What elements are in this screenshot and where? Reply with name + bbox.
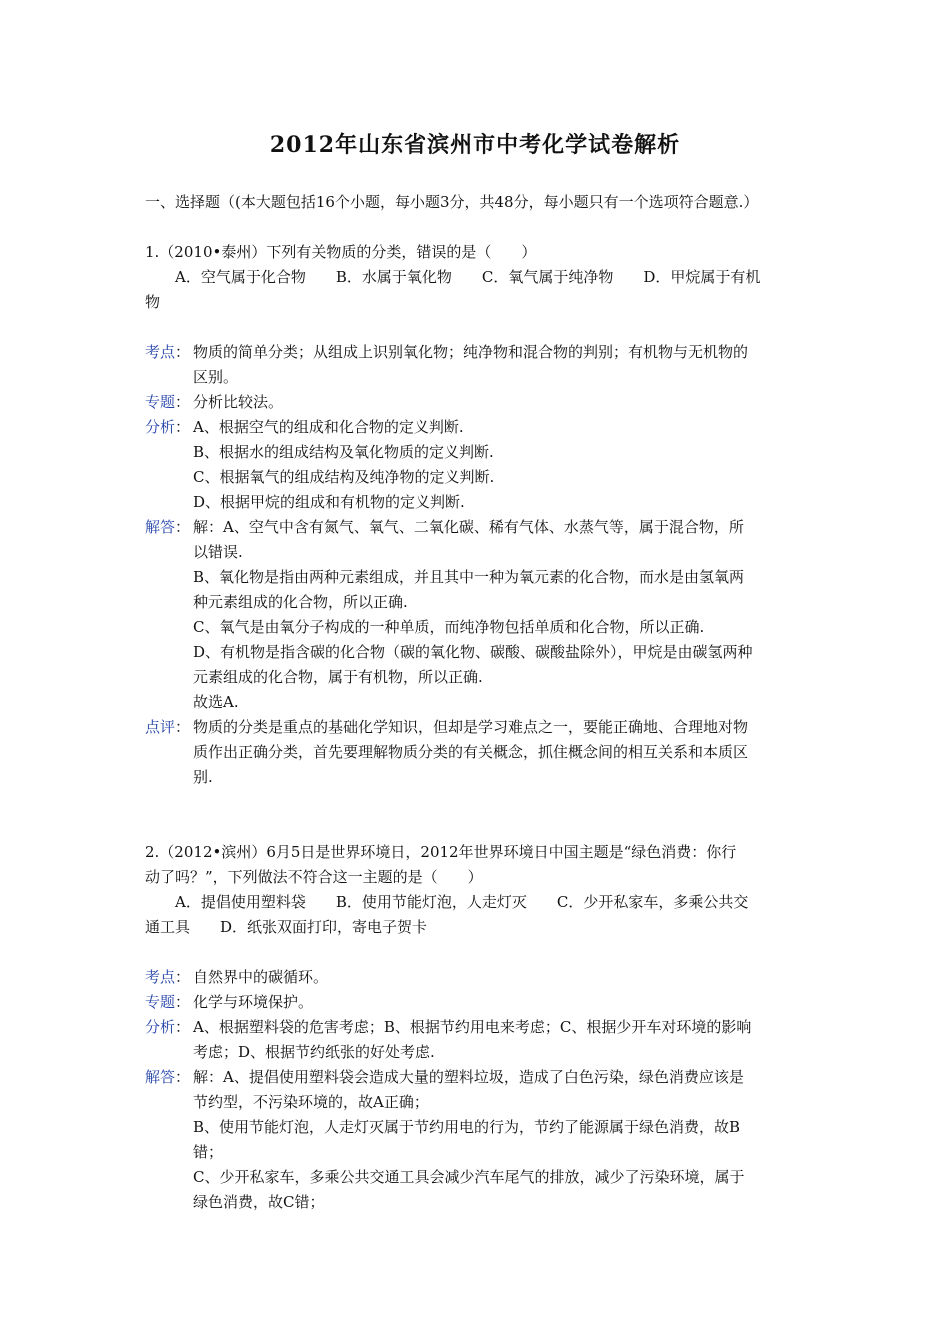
question-1-options-cont: 物	[145, 293, 161, 311]
dianping-line: 质作出正确分类，首先要理解物质分类的有关概念，抓住概念间的相互关系和本质区	[193, 743, 749, 761]
q1-kaodian	[145, 340, 807, 390]
jieda-line: C、氧气是由氧分子构成的一种单质，而纯净物包括单质和化合物，所以正确.	[193, 618, 705, 636]
jieda-line: C、少开私家车，多乘公共交通工具会减少汽车尾气的排放，减少了污染环境，属于	[193, 1168, 745, 1186]
fenxi-line: C、根据氧气的组成结构及纯净物的定义判断.	[193, 468, 495, 486]
zhuanti-line: 化学与环境保护。	[193, 993, 314, 1011]
jieda-line: 种元素组成的化合物，所以正确.	[193, 593, 408, 611]
jieda-label: 解答：	[145, 518, 191, 536]
jieda-line: 错；	[193, 1143, 224, 1161]
q2-kaodian	[145, 965, 807, 990]
kaodian-line: 物质的简单分类；从组成上识别氧化物；纯净物和混合物的判别；有机物与无机物的	[193, 343, 749, 361]
question-2-options-cont: 通工具 D．纸张双面打印，寄电子贺卡	[145, 918, 428, 936]
zhuanti-line: 分析比较法。	[193, 393, 284, 411]
jieda-line: B、氧化物是指由两种元素组成，并且其中一种为氧元素的化合物，而水是由氢氧两	[193, 568, 745, 586]
kaodian-label: 考点：	[145, 343, 191, 361]
q2-zhuanti	[145, 990, 807, 1015]
jieda-line: 以错误.	[193, 543, 243, 561]
fenxi-line: 考虑；D、根据节约纸张的好处考虑.	[193, 1043, 435, 1061]
jieda-line: 故选A.	[193, 693, 239, 711]
jieda-line: 绿色消费，故C错；	[193, 1193, 325, 1211]
question-2-options: A．提倡使用塑料袋 B．使用节能灯泡，人走灯灭 C．少开私家车，多乘公共交	[175, 893, 749, 911]
q1-dianping	[145, 715, 807, 790]
question-1-options: A．空气属于化合物 B．水属于氧化物 C．氧气属于纯净物 D．甲烷属于有机	[175, 268, 761, 286]
jieda-line: 解：A、提倡使用塑料袋会造成大量的塑料垃圾，造成了白色污染，绿色消费应该是	[193, 1068, 744, 1086]
q2-fenxi	[145, 1015, 807, 1065]
fenxi-line: D、根据甲烷的组成和有机物的定义判断.	[193, 493, 465, 511]
jieda-line: 元素组成的化合物，属于有机物，所以正确.	[193, 668, 483, 686]
kaodian-line: 区别。	[193, 368, 239, 386]
jieda-line: 节约型，不污染环境的，故A正确；	[193, 1093, 429, 1111]
jieda-label: 解答：	[145, 1068, 191, 1086]
jieda-line: 解：A、空气中含有氮气、氧气、二氧化碳、稀有气体、水蒸气等，属于混合物，所	[193, 518, 744, 536]
fenxi-line: A、根据塑料袋的危害考虑；B、根据节约用电来考虑；C、根据少开车对环境的影响	[193, 1018, 752, 1036]
jieda-line: D、有机物是指含碳的化合物（碳的氧化物、碳酸、碳酸盐除外），甲烷是由碳氢两种	[193, 643, 753, 661]
zhuanti-label: 专题：	[145, 393, 191, 411]
dianping-line: 别.	[193, 768, 213, 786]
kaodian-label: 考点：	[145, 968, 191, 986]
kaodian-line: 自然界中的碳循环。	[193, 968, 329, 986]
section-header: 一、选择题（(本大题包括16个小题，每小题3分，共48分，每小题只有一个选项符合题意.）	[145, 193, 759, 211]
fenxi-line: B、根据水的组成结构及氧化物质的定义判断.	[193, 443, 494, 461]
q1-jieda	[145, 515, 807, 715]
fenxi-line: A、根据空气的组成和化合物的定义判断.	[193, 418, 464, 436]
dianping-label: 点评：	[145, 718, 191, 736]
question-2-stem-cont: 动了吗？”，下列做法不符合这一主题的是（ ）	[145, 868, 483, 886]
fenxi-label: 分析：	[145, 418, 191, 436]
question-1-stem: 1.（2010•泰州）下列有关物质的分类，错误的是（ ）	[145, 243, 537, 261]
fenxi-label: 分析：	[145, 1018, 191, 1036]
jieda-line: B、使用节能灯泡，人走灯灭属于节约用电的行为，节约了能源属于绿色消费，故B	[193, 1118, 741, 1136]
q1-zhuanti	[145, 390, 807, 415]
q2-jieda	[145, 1065, 807, 1215]
zhuanti-label: 专题：	[145, 993, 191, 1011]
page-title: 2012年山东省滨州市中考化学试卷解析	[269, 132, 681, 158]
q1-fenxi	[145, 415, 807, 515]
question-2-stem: 2.（2012•滨州）6月5日是世界环境日，2012年世界环境日中国主题是“绿色消费：你行	[145, 843, 737, 861]
dianping-line: 物质的分类是重点的基础化学知识，但却是学习难点之一，要能正确地、合理地对物	[193, 718, 749, 736]
